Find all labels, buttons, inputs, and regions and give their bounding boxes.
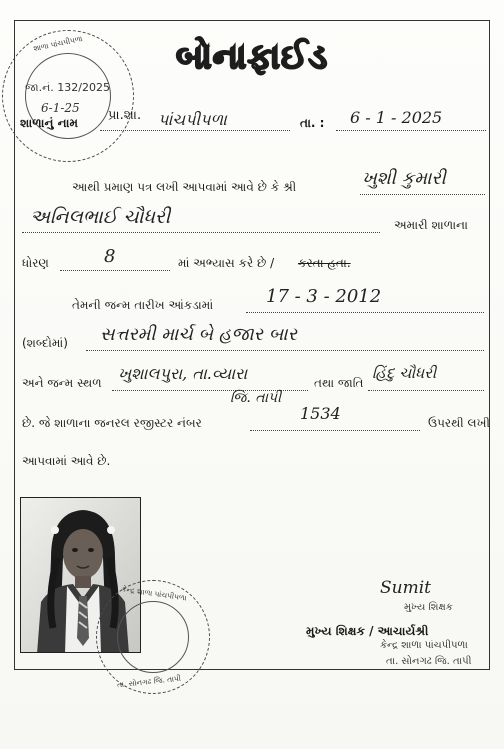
caste-label: તથા જાતિ (314, 376, 364, 390)
date-label: તા. : (300, 116, 325, 130)
principal-signature: Sumit (380, 578, 431, 598)
dob-words-value: સત્તરમી માર્ચ બે હજાર બાર (100, 324, 297, 345)
district-value: જિ. તાપી (230, 390, 282, 406)
register-label: છે. જે શાળાના જનરલ રજીસ્ટર નંબર (22, 416, 202, 430)
stamp-date: 6-1-25 (41, 101, 80, 115)
school-prefix: પ્રા.શા. (108, 108, 142, 123)
signature-stamp-line1: કેન્દ્ર શાળા પાંચપીપળા (380, 640, 468, 651)
bottom-stamp-sub-text: તા. સોનગઢ જિ. તાપી (116, 673, 182, 690)
signature-stamp-line2: તા. સોનગઢ જિ. તાપી (386, 656, 472, 667)
stamp-number: જા.નં. 132/2025 (25, 81, 110, 94)
dob-line (246, 312, 484, 313)
school-name-line (100, 130, 290, 131)
birthplace-label: અને જન્મ સ્થળ (22, 376, 102, 390)
date-value: 6 - 1 - 2025 (350, 108, 443, 127)
date-line (336, 130, 486, 131)
dob-label: તેમની જન્મ તારીખ આંકડામાં (72, 298, 214, 312)
our-school-text: અમારી શાળાના (394, 218, 468, 232)
dob-words-label: (શબ્દોમાં) (22, 336, 68, 350)
register-value: 1534 (300, 404, 341, 423)
class-value: 8 (104, 246, 116, 267)
school-name-value: પાંચપીપળા (158, 110, 227, 129)
stamp-ring-text: શાળા પાંચપીપળા (32, 33, 84, 54)
principal-title: મુખ્ય શિક્ષક / આચાર્યશ્રી (306, 624, 429, 638)
class-line (60, 270, 170, 271)
student-rest-line (22, 232, 380, 233)
certificate-title: બોનાફાઈડ (176, 37, 328, 77)
register-line (250, 430, 420, 431)
caste-value: હિંદુ ચૌધરી (372, 364, 437, 382)
class-label: ધોરણ (22, 256, 49, 270)
school-stamp-bottom (96, 580, 210, 694)
studied-struck-text: કરતા હતા. (298, 256, 351, 270)
studying-text: માં અભ્યાસ કરે છે / (178, 256, 275, 270)
signature-overwrite: મુખ્ય શિક્ષક (404, 602, 453, 613)
caste-line (368, 390, 484, 391)
student-rest-name: અનિલભાઈ ચૌધરી (30, 206, 171, 228)
bottom-stamp-ring-text: કેન્દ્ર શાળા પાંચપીપળા (120, 584, 188, 603)
birthplace-value: ખુશાલપુરા, તા.વ્યારા (118, 364, 248, 383)
student-first-line (360, 194, 485, 195)
school-stamp-top (2, 30, 134, 162)
written-above-text: ઉપરથી લખી (428, 416, 490, 430)
school-name-label: શાળાનું નામ (20, 116, 78, 130)
intro-text: આથી પ્રમાણ પત્ર લખી આપવામાં આવે છે કે શ્રી (72, 180, 297, 194)
dob-words-line (86, 350, 484, 351)
closing-text: આપવામાં આવે છે. (22, 454, 111, 468)
student-first-name: ખુશી કુમારી (362, 168, 446, 189)
dob-digits: 17 - 3 - 2012 (266, 286, 382, 307)
